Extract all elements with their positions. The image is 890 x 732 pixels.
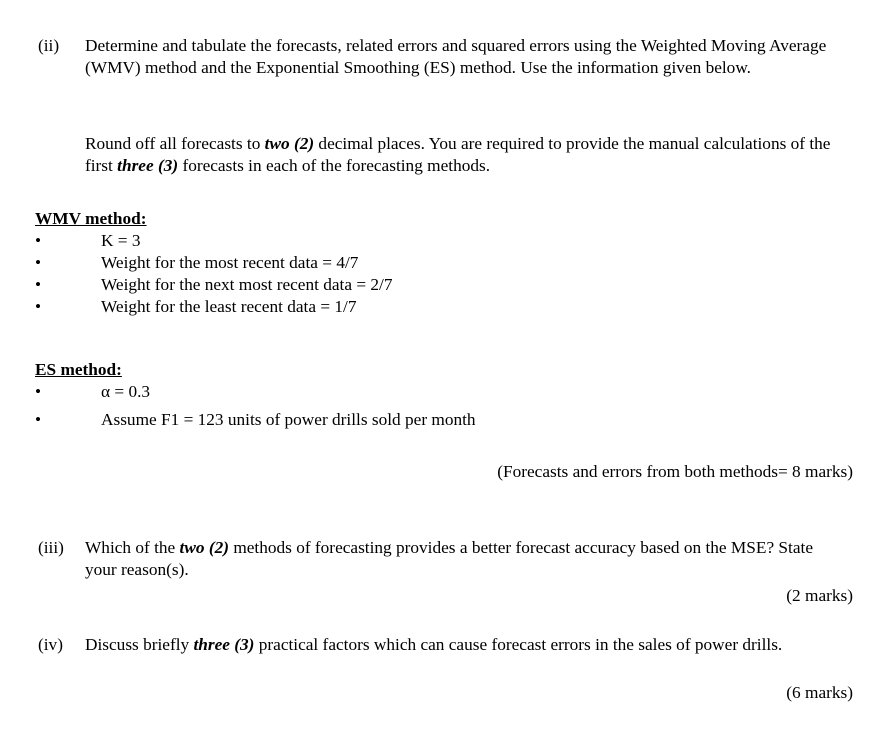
part-iii-marks: (2 marks) — [786, 586, 853, 605]
part-ii-rounding-text-b: decimal places. You are required to provide the manual calculations of the first — [85, 134, 831, 175]
part-ii-rounding-text-a: Round off all forecasts to — [85, 134, 265, 153]
part-iv-question — [85, 634, 855, 656]
bullet-icon: • — [35, 382, 42, 401]
part-iii-text-a: Which of the — [85, 538, 180, 557]
part-ii-rounding-emphasis-2: three (3) — [117, 156, 179, 175]
bullet-icon: • — [35, 253, 42, 272]
part-iv-emphasis: three (3) — [193, 635, 255, 654]
wmv-item-k: K = 3 — [101, 231, 141, 250]
es-item-initial-forecast: Assume F1 = 123 units of power drills sold per month — [101, 410, 476, 429]
es-heading: ES method: — [35, 360, 122, 379]
part-ii-rounding-note — [85, 133, 860, 177]
part-iv-text-b: practical factors which can cause forecast errors in the sales of power drills. — [254, 635, 783, 654]
part-ii-rounding-text-c: forecasts in each of the forecasting methods. — [178, 156, 491, 175]
part-ii-rounding-emphasis-1: two (2) — [264, 134, 315, 153]
wmv-heading: WMV method: — [35, 209, 147, 228]
es-item-alpha: α = 0.3 — [101, 382, 151, 401]
bullet-icon: • — [35, 297, 42, 316]
part-iii-question — [85, 537, 825, 581]
bullet-icon: • — [35, 410, 42, 429]
part-iii-text-b: methods of forecasting provides a better forecast accuracy based on the MSE? State your reason(s). — [85, 538, 813, 579]
part-ii-instructions: Determine and tabulate the forecasts, related errors and squared errors using the Weighted Moving Average (WMV) method and the Exponential Smoothing (ES) method. Use the information given below. — [85, 36, 827, 77]
wmv-item-most-recent-weight: Weight for the most recent data = 4/7 — [101, 253, 359, 272]
part-iv-text-a: Discuss briefly — [85, 635, 194, 654]
bullet-icon: • — [35, 275, 42, 294]
bullet-icon: • — [35, 231, 42, 250]
part-iii-emphasis: two (2) — [179, 538, 229, 557]
wmv-item-least-recent-weight: Weight for the least recent data = 1/7 — [101, 297, 357, 316]
wmv-item-next-recent-weight: Weight for the next most recent data = 2/7 — [101, 275, 393, 294]
part-iv-numeral: (iv) — [38, 635, 63, 654]
part-iii-numeral: (iii) — [38, 538, 64, 557]
part-ii-marks: (Forecasts and errors from both methods= 8 marks) — [497, 462, 853, 481]
part-iv-marks: (6 marks) — [786, 683, 853, 702]
part-ii-numeral: (ii) — [38, 36, 60, 55]
